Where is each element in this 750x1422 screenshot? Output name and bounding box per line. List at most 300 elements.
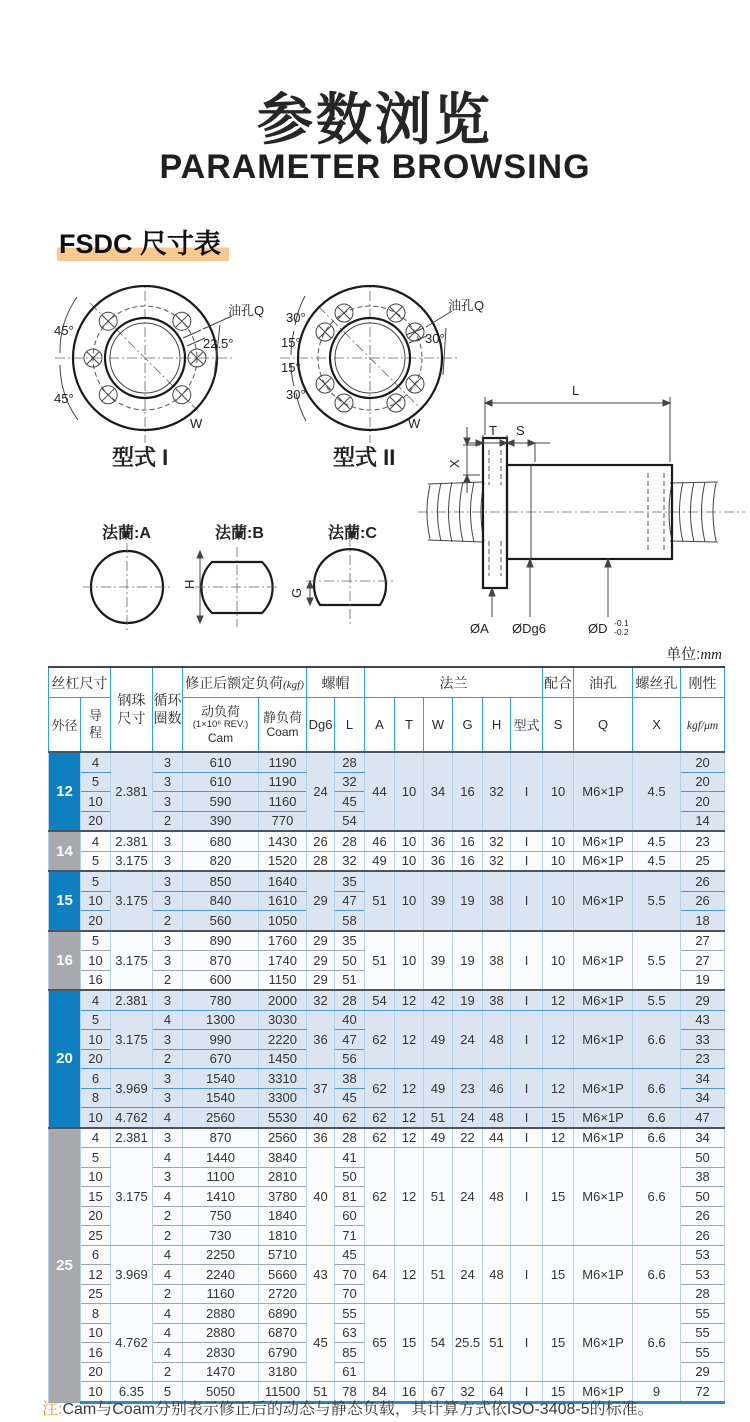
- flange-type1-view: [54, 285, 264, 470]
- flange-c-label: 法蘭:C: [328, 525, 377, 542]
- table-cell: 20: [81, 1206, 111, 1226]
- table-cell: 15: [543, 1108, 574, 1128]
- table-cell: 5: [81, 1148, 111, 1168]
- table-cell: 12: [395, 1108, 424, 1128]
- table-cell: 3: [153, 792, 183, 812]
- table-cell: 48: [483, 1245, 511, 1304]
- table-cell: 4: [153, 1304, 183, 1324]
- type2-w-label: W: [408, 416, 421, 431]
- table-cell: 43: [307, 1245, 335, 1304]
- table-cell: 26: [681, 871, 725, 891]
- table-cell: 51: [335, 970, 365, 990]
- table-cell: 28: [335, 831, 365, 851]
- table-cell: 1050: [259, 911, 307, 931]
- table-cell: 820: [183, 851, 259, 871]
- table-cell: 1450: [259, 1049, 307, 1069]
- table-cell: 3: [153, 1069, 183, 1089]
- flange-b-label: 法蘭:B: [215, 525, 264, 542]
- table-cell: 40: [307, 1148, 335, 1246]
- table-cell: 19: [453, 990, 483, 1010]
- table-cell: 36: [424, 831, 453, 851]
- table-cell: 750: [183, 1206, 259, 1226]
- table-cell: 26: [307, 831, 335, 851]
- header-dynamic-load: 动负荷 (1×10⁶ REV.) Cam: [183, 698, 259, 753]
- table-cell: 60: [335, 1206, 365, 1226]
- header-screw-hole: 螺丝孔: [633, 667, 681, 698]
- table-cell: 62: [365, 1128, 395, 1148]
- table-cell: 48: [483, 1108, 511, 1128]
- table-cell: 2.381: [111, 831, 153, 851]
- table-cell: 5710: [259, 1245, 307, 1265]
- table-row: [49, 990, 725, 1010]
- table-cell: 51: [365, 931, 395, 991]
- table-cell: 3.969: [111, 1245, 153, 1304]
- table-cell: 24: [453, 1245, 483, 1304]
- table-cell: 10: [81, 792, 111, 812]
- table-cell: 54: [365, 990, 395, 1010]
- table-cell: 5: [81, 871, 111, 891]
- table-cell: 6.6: [633, 1304, 681, 1382]
- table-cell: 47: [335, 891, 365, 911]
- od-cell: 25: [49, 1128, 81, 1403]
- table-cell: 20: [81, 1362, 111, 1382]
- table-cell: 16: [395, 1382, 424, 1403]
- table-cell: 10: [543, 831, 574, 851]
- table-row: [49, 871, 725, 891]
- table-row: [49, 851, 725, 871]
- table-cell: 870: [183, 1128, 259, 1148]
- table-cell: 56: [335, 1049, 365, 1069]
- table-cell: 62: [365, 1069, 395, 1108]
- table-cell: 38: [681, 1167, 725, 1187]
- table-cell: 51: [424, 1148, 453, 1246]
- table-cell: 2220: [259, 1030, 307, 1050]
- table-cell: 3: [153, 851, 183, 871]
- table-cell: 1640: [259, 871, 307, 891]
- table-cell: 55: [681, 1304, 725, 1324]
- g-dimension: [307, 581, 313, 605]
- table-cell: 5660: [259, 1265, 307, 1285]
- table-cell: 55: [681, 1323, 725, 1343]
- header-nut: 螺帽: [307, 667, 365, 698]
- t-label: T: [489, 423, 497, 438]
- table-cell: 2: [153, 970, 183, 990]
- unit-value: mm: [700, 647, 722, 663]
- table-cell: 4.5: [633, 752, 681, 831]
- table-cell: 10: [81, 1030, 111, 1050]
- table-cell: 4: [153, 1323, 183, 1343]
- table-cell: 6.6: [633, 1128, 681, 1148]
- table-cell: 3: [153, 1030, 183, 1050]
- table-cell: 78: [335, 1382, 365, 1403]
- table-cell: 26: [681, 1226, 725, 1246]
- side-section-view: [418, 383, 745, 637]
- section-title-text: FSDC 尺寸表: [57, 229, 229, 261]
- type2-angle-l3: 15°: [281, 360, 301, 375]
- dimension-table: [48, 666, 725, 1404]
- s-label: S: [516, 423, 525, 438]
- table-cell: 12: [543, 1128, 574, 1148]
- header-oil: 油孔: [574, 667, 633, 698]
- table-cell: 3780: [259, 1187, 307, 1207]
- table-cell: 4: [153, 1265, 183, 1285]
- table-cell: 560: [183, 911, 259, 931]
- table-cell: 29: [681, 1362, 725, 1382]
- od-cell: 14: [49, 831, 81, 871]
- table-cell: 5530: [259, 1108, 307, 1128]
- table-cell: M6×1P: [574, 851, 633, 871]
- table-cell: 55: [335, 1304, 365, 1324]
- table-cell: 4: [153, 1108, 183, 1128]
- table-cell: 2.381: [111, 752, 153, 831]
- table-cell: 3840: [259, 1148, 307, 1168]
- table-cell: 2: [153, 1284, 183, 1304]
- table-cell: 2.381: [111, 1128, 153, 1148]
- l-dimension: [485, 397, 670, 462]
- table-cell: 3: [153, 951, 183, 971]
- table-cell: 1430: [259, 831, 307, 851]
- table-cell: 10: [81, 1382, 111, 1403]
- table-cell: 15: [395, 1304, 424, 1382]
- table-cell: 2: [153, 1049, 183, 1069]
- table-cell: 72: [681, 1382, 725, 1403]
- table-cell: 770: [259, 811, 307, 831]
- table-cell: 49: [365, 851, 395, 871]
- header-screw-size: 丝杠尺寸: [49, 667, 111, 698]
- table-cell: 390: [183, 811, 259, 831]
- table-cell: 5: [81, 851, 111, 871]
- table-cell: 10: [81, 1323, 111, 1343]
- header-rigidity: 刚性: [681, 667, 725, 698]
- table-cell: 3: [153, 772, 183, 792]
- table-cell: 23: [681, 831, 725, 851]
- table-cell: 20: [81, 811, 111, 831]
- header-fit: 配合: [543, 667, 574, 698]
- table-cell: 49: [424, 1069, 453, 1108]
- header-L: L: [335, 698, 365, 753]
- table-cell: 1810: [259, 1226, 307, 1246]
- table-cell: 600: [183, 970, 259, 990]
- header-T: T: [395, 698, 424, 753]
- type1-angle-oil: 22.5°: [203, 336, 234, 351]
- table-cell: 12: [543, 1010, 574, 1069]
- table-cell: 3180: [259, 1362, 307, 1382]
- table-cell: 35: [335, 871, 365, 891]
- table-cell: 50: [681, 1187, 725, 1207]
- table-cell: 5: [81, 931, 111, 951]
- table-cell: 4: [153, 1010, 183, 1030]
- table-cell: 2830: [183, 1343, 259, 1363]
- table-cell: 29: [307, 951, 335, 971]
- table-cell: 49: [424, 1010, 453, 1069]
- header-rigidity-unit: kgf/μm: [681, 698, 725, 753]
- table-cell: I: [511, 1128, 543, 1148]
- table-cell: 62: [365, 1108, 395, 1128]
- table-cell: 20: [81, 1049, 111, 1069]
- table-cell: 2810: [259, 1167, 307, 1187]
- table-cell: I: [511, 752, 543, 831]
- table-cell: 22: [453, 1128, 483, 1148]
- table-cell: 4.5: [633, 851, 681, 871]
- table-cell: 41: [335, 1148, 365, 1168]
- table-cell: 4.762: [111, 1108, 153, 1128]
- table-cell: 610: [183, 772, 259, 792]
- unit-label: 单位:mm: [666, 646, 722, 663]
- table-cell: I: [511, 831, 543, 851]
- table-cell: 20: [681, 792, 725, 812]
- table-cell: 5: [81, 1010, 111, 1030]
- table-cell: 6890: [259, 1304, 307, 1324]
- table-cell: 2.381: [111, 990, 153, 1010]
- table-cell: 58: [335, 911, 365, 931]
- table-cell: 3.175: [111, 931, 153, 991]
- table-cell: 6.6: [633, 1108, 681, 1128]
- table-cell: 1840: [259, 1206, 307, 1226]
- table-cell: 32: [307, 990, 335, 1010]
- table-cell: 85: [335, 1343, 365, 1363]
- table-cell: 29: [307, 871, 335, 931]
- table-cell: 610: [183, 752, 259, 772]
- table-cell: 45: [335, 792, 365, 812]
- type1-oil-label: 油孔Q: [228, 303, 265, 318]
- table-cell: M6×1P: [574, 831, 633, 851]
- header-W: W: [424, 698, 453, 753]
- table-cell: I: [511, 990, 543, 1010]
- table-cell: 14: [681, 811, 725, 831]
- table-cell: 3.175: [111, 871, 153, 931]
- type2-angle-l4: 30°: [286, 387, 306, 402]
- table-cell: 3: [153, 871, 183, 891]
- table-cell: 16: [81, 970, 111, 990]
- table-cell: 36: [424, 851, 453, 871]
- dia-dg6-label: ØDg6: [512, 621, 546, 636]
- table-cell: 5: [81, 772, 111, 792]
- table-cell: 4.762: [111, 1304, 153, 1382]
- page-title: 参数浏览: [257, 88, 493, 151]
- table-cell: 6: [81, 1069, 111, 1089]
- table-cell: 6.6: [633, 1148, 681, 1246]
- table-cell: 590: [183, 792, 259, 812]
- h-label: H: [182, 579, 197, 589]
- table-row: [49, 1148, 725, 1168]
- table-cell: 23: [681, 1049, 725, 1069]
- table-cell: 4: [81, 1128, 111, 1148]
- type2-label: 型式 II: [333, 445, 396, 470]
- table-cell: 1540: [183, 1069, 259, 1089]
- table-cell: 1520: [259, 851, 307, 871]
- table-cell: 25.5: [453, 1304, 483, 1382]
- table-cell: 3: [153, 831, 183, 851]
- table-cell: 11500: [259, 1382, 307, 1403]
- table-cell: I: [511, 931, 543, 991]
- table-cell: 40: [335, 1010, 365, 1030]
- table-cell: 840: [183, 891, 259, 911]
- table-cell: 50: [335, 1167, 365, 1187]
- table-cell: 38: [483, 871, 511, 931]
- table-cell: 81: [335, 1187, 365, 1207]
- table-cell: 45: [335, 1088, 365, 1108]
- table-cell: 23: [453, 1069, 483, 1108]
- table-cell: 6.6: [633, 1245, 681, 1304]
- table-cell: 53: [681, 1245, 725, 1265]
- table-cell: 46: [365, 831, 395, 851]
- table-cell: I: [511, 1069, 543, 1108]
- table-cell: 2240: [183, 1265, 259, 1285]
- table-row: [49, 1128, 725, 1148]
- table-cell: 2250: [183, 1245, 259, 1265]
- table-cell: 12: [395, 1148, 424, 1246]
- table-cell: 2000: [259, 990, 307, 1010]
- table-cell: 24: [453, 1108, 483, 1128]
- table-cell: 4: [81, 831, 111, 851]
- table-row: [49, 1010, 725, 1030]
- table-cell: 5.5: [633, 871, 681, 931]
- table-cell: M6×1P: [574, 1108, 633, 1128]
- table-cell: 10: [81, 891, 111, 911]
- header-H: H: [483, 698, 511, 753]
- type2-angle-right: 30°: [425, 331, 445, 346]
- table-row: [49, 1245, 725, 1265]
- table-cell: 51: [365, 871, 395, 931]
- table-cell: 6870: [259, 1323, 307, 1343]
- table-cell: 3: [153, 891, 183, 911]
- table-cell: 19: [453, 931, 483, 991]
- table-cell: 10: [395, 851, 424, 871]
- table-cell: 26: [681, 1206, 725, 1226]
- table-cell: 24: [453, 1148, 483, 1246]
- dia-a-label: ØA: [470, 621, 489, 636]
- table-cell: I: [511, 1010, 543, 1069]
- table-cell: 2: [153, 1226, 183, 1246]
- l-label: L: [572, 383, 580, 398]
- table-cell: 32: [453, 1382, 483, 1403]
- table-cell: 65: [365, 1304, 395, 1382]
- table-cell: 2: [153, 1206, 183, 1226]
- table-cell: 28: [335, 990, 365, 1010]
- table-cell: 1100: [183, 1167, 259, 1187]
- table-cell: M6×1P: [574, 1304, 633, 1382]
- table-cell: 67: [424, 1382, 453, 1403]
- table-cell: 32: [483, 851, 511, 871]
- header-type: 型式: [511, 698, 543, 753]
- table-cell: 3: [153, 990, 183, 1010]
- header-S: S: [543, 698, 574, 753]
- header-X: X: [633, 698, 681, 753]
- table-cell: 1190: [259, 772, 307, 792]
- header-A: A: [365, 698, 395, 753]
- type1-label: 型式 I: [112, 445, 169, 470]
- table-cell: 8: [81, 1088, 111, 1108]
- table-cell: 1470: [183, 1362, 259, 1382]
- x-label: X: [447, 459, 462, 468]
- table-cell: 3.969: [111, 1069, 153, 1108]
- table-cell: 4: [153, 1343, 183, 1363]
- table-cell: 2560: [259, 1128, 307, 1148]
- table-cell: 39: [424, 871, 453, 931]
- table-cell: 1150: [259, 970, 307, 990]
- table-row: [49, 931, 725, 951]
- footnote: [42, 1396, 654, 1419]
- table-cell: 1740: [259, 951, 307, 971]
- table-cell: 48: [483, 1010, 511, 1069]
- table-cell: 6.6: [633, 1010, 681, 1069]
- table-cell: 25: [681, 851, 725, 871]
- table-cell: 27: [681, 951, 725, 971]
- t-s-dimension: [468, 435, 550, 462]
- table-cell: 12: [81, 1265, 111, 1285]
- table-body: [49, 752, 725, 1402]
- table-cell: 680: [183, 831, 259, 851]
- table-cell: 6790: [259, 1343, 307, 1363]
- table-cell: 43: [681, 1010, 725, 1030]
- table-cell: 10: [395, 931, 424, 991]
- table-cell: 32: [483, 752, 511, 831]
- table-cell: 27: [681, 931, 725, 951]
- table-cell: 15: [543, 1382, 574, 1403]
- table-cell: 50: [681, 1148, 725, 1168]
- table-cell: 1300: [183, 1010, 259, 1030]
- table-cell: 2: [153, 1362, 183, 1382]
- table-cell: 45: [335, 1245, 365, 1265]
- table-cell: 12: [543, 990, 574, 1010]
- type1-angle-bottom: 45°: [54, 391, 74, 406]
- header-Q: Q: [574, 698, 633, 753]
- table-cell: 16: [453, 752, 483, 831]
- table-cell: 44: [483, 1128, 511, 1148]
- table-cell: 5.5: [633, 990, 681, 1010]
- table-cell: 64: [483, 1382, 511, 1403]
- table-cell: 20: [681, 772, 725, 792]
- table-cell: 29: [307, 931, 335, 951]
- table-cell: 4: [81, 990, 111, 1010]
- table-cell: 12: [395, 1128, 424, 1148]
- table-cell: 18: [681, 911, 725, 931]
- header-G: G: [453, 698, 483, 753]
- table-cell: 890: [183, 931, 259, 951]
- table-cell: 38: [335, 1069, 365, 1089]
- table-cell: 4: [153, 1148, 183, 1168]
- table-cell: M6×1P: [574, 752, 633, 831]
- table-cell: 2560: [183, 1108, 259, 1128]
- table-cell: M6×1P: [574, 1069, 633, 1108]
- table-cell: 44: [365, 752, 395, 831]
- od-cell: 15: [49, 871, 81, 931]
- table-cell: 5050: [183, 1382, 259, 1403]
- table-cell: 10: [81, 951, 111, 971]
- table-cell: 3310: [259, 1069, 307, 1089]
- table-cell: 3: [153, 931, 183, 951]
- table-cell: 10: [395, 752, 424, 831]
- table-cell: 10: [81, 1108, 111, 1128]
- table-cell: 64: [365, 1245, 395, 1304]
- table-cell: 8: [81, 1304, 111, 1324]
- table-cell: 32: [483, 831, 511, 851]
- table-cell: 15: [81, 1187, 111, 1207]
- table-cell: 730: [183, 1226, 259, 1246]
- table-cell: 47: [681, 1108, 725, 1128]
- table-cell: I: [511, 1245, 543, 1304]
- table-cell: 32: [335, 772, 365, 792]
- table-cell: 38: [483, 990, 511, 1010]
- header-ball-size: 钢珠尺寸: [111, 667, 153, 752]
- table-cell: 1190: [259, 752, 307, 772]
- table-cell: 10: [395, 831, 424, 851]
- table-cell: 38: [483, 931, 511, 991]
- flange-a-label: 法蘭:A: [102, 525, 151, 542]
- table-cell: M6×1P: [574, 1128, 633, 1148]
- table-cell: 16: [453, 831, 483, 851]
- table-cell: 34: [681, 1088, 725, 1108]
